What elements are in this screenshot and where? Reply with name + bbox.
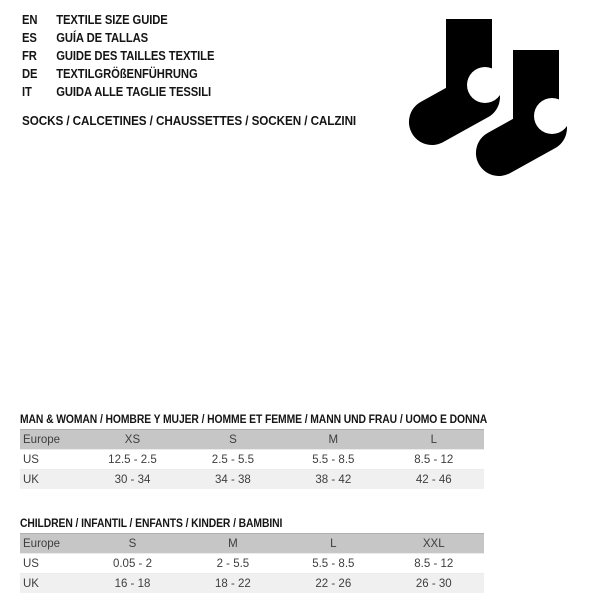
table-cell: 34 - 38 [214,473,251,486]
column-header: XXL [422,537,445,550]
socks-icon [395,14,580,184]
table-cell: 0.05 - 2 [112,557,152,570]
language-row-es [22,29,214,47]
language-code: IT [22,85,32,99]
column-header: L [330,537,337,550]
table-cell: 30 - 34 [114,473,151,486]
table-cell: 8.5 - 12 [414,453,454,466]
language-label: GUÍA DE TALLAS [56,31,149,45]
language-row-it [22,83,214,101]
table-cell: 5.5 - 8.5 [312,453,355,466]
row-label: US [23,453,39,466]
table-cell: 8.5 - 12 [414,557,454,570]
socks-icon-svg [395,14,580,184]
column-header: M [328,433,339,446]
table-cell: 26 - 30 [415,577,452,590]
category-title: SOCKS / CALCETINES / CHAUSSETTES / SOCKEN / CALZINI [22,113,357,128]
man-woman-size-table-section [20,413,488,489]
row-label: UK [23,577,39,590]
language-list [22,11,236,101]
table-row-uk [20,470,484,490]
language-code: DE [22,67,38,81]
row-label: UK [23,473,39,486]
table-header-row [20,430,484,450]
table-header-row [20,534,484,554]
language-code: ES [22,31,37,45]
table-row-uk [20,574,484,594]
language-label: GUIDA ALLE TAGLIE TESSILI [56,85,212,99]
language-code: FR [22,49,37,63]
table-title: MAN & WOMAN / HOMBRE Y MUJER / HOMME ET FEMME / MANN UND FRAU / UOMO E DONNA [20,414,488,426]
table-cell: 42 - 46 [415,473,452,486]
column-header: XS [124,433,141,446]
table-cell: 16 - 18 [114,577,151,590]
language-label: GUIDE DES TAILLES TEXTILE [56,49,215,63]
table-cell: 2.5 - 5.5 [211,453,254,466]
column-header: L [430,433,437,446]
column-header: S [229,433,237,446]
row-label: US [23,557,39,570]
language-label: TEXTILE SIZE GUIDE [56,13,168,27]
language-row-fr [22,47,214,65]
column-header: S [128,537,137,550]
table-cell: 2 - 5.5 [216,557,250,570]
column-header: M [228,537,238,550]
table-cell: 12.5 - 2.5 [108,453,157,466]
language-code: EN [22,13,38,27]
language-row-en [22,11,214,29]
children-size-table-section [20,517,484,593]
man-woman-size-table [20,429,484,489]
heel-cutout [534,98,570,134]
language-row-de [22,65,214,83]
language-label: TEXTILGRÖßENFÜHRUNG [56,67,198,81]
table-cell: 22 - 26 [315,577,352,590]
heel-cutout [467,67,503,103]
table-cell: 5.5 - 8.5 [312,557,355,570]
table-cell: 18 - 22 [214,577,251,590]
children-size-table [20,533,484,593]
table-row-us [20,554,484,574]
table-cell: 38 - 42 [315,473,352,486]
column-header: Europe [23,537,61,550]
table-row-us [20,450,484,470]
table-title: CHILDREN / INFANTIL / ENFANTS / KINDER / BAMBINI [20,518,283,530]
column-header: Europe [23,433,61,446]
